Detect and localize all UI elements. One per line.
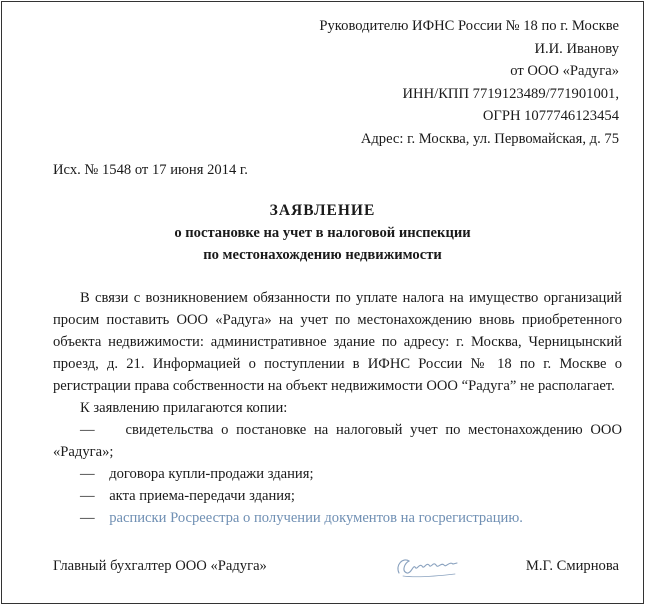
addressee-line: от ООО «Радуга» [510, 63, 619, 80]
addressee-line: Адрес: г. Москва, ул. Первомайская, д. 75 [360, 130, 619, 147]
dash: — [80, 510, 95, 526]
body-paragraph: В связи с возникновением обязанности по уплате налога на имущество организаций просим поставить ООО «Радуга» на учет по местонахождению вновь приобретенного объекта недвижимости: административное здание по адресу: г. Москва, Черницынский проезд, д. 21. Информацией о поступлении в ИФНС России № 18 по г. Москве о регистрации права собственности на объект недвижимости ООО “Радуга” не располагает. [53, 290, 622, 394]
document-page [1, 1, 644, 604]
dash: — [80, 466, 95, 482]
handwritten-signature [393, 549, 461, 583]
signatory-name: М.Г. Смирнова [525, 558, 619, 574]
attachment-text: акта приема-передачи здания; [109, 488, 295, 504]
attachment-item [53, 419, 622, 463]
attachments-intro: К заявлению прилагаются копии: [80, 400, 288, 416]
addressee-line: Руководителю ИФНС России № 18 по г. Москве [319, 18, 619, 34]
document-body [53, 287, 622, 529]
attachment-item [53, 507, 622, 529]
attachment-text-highlighted: расписки Росреестра о получении документов на госрегистрацию. [109, 510, 523, 526]
signatory-position: Главный бухгалтер ООО «Радуга» [53, 558, 267, 574]
title-main: ЗАЯВЛЕНИЕ [269, 202, 376, 219]
document-title [2, 200, 643, 266]
attachment-text: свидетельства о постановке на налоговый учет по местонахождению ООО «Радуга»; [53, 422, 623, 460]
addressee-line: И.И. Иванову [534, 40, 619, 57]
addressee-block [319, 15, 619, 151]
addressee-line: ИНН/КПП 7719123489/771901001, [402, 85, 619, 102]
attachment-text: договора купли-продажи здания; [109, 466, 314, 482]
addressee-line: ОГРН 1077746123454 [482, 108, 619, 125]
outgoing-reference: Исх. № 1548 от 17 июня 2014 г. [53, 162, 248, 178]
attachment-item [53, 485, 622, 507]
signature-row [53, 555, 619, 579]
title-line: о постановке на учет в налоговой инспекции [174, 225, 471, 241]
dash: — [80, 488, 95, 504]
dash: — [80, 422, 95, 438]
attachment-item [53, 463, 622, 485]
title-line: по местонахождению недвижимости [203, 247, 442, 263]
